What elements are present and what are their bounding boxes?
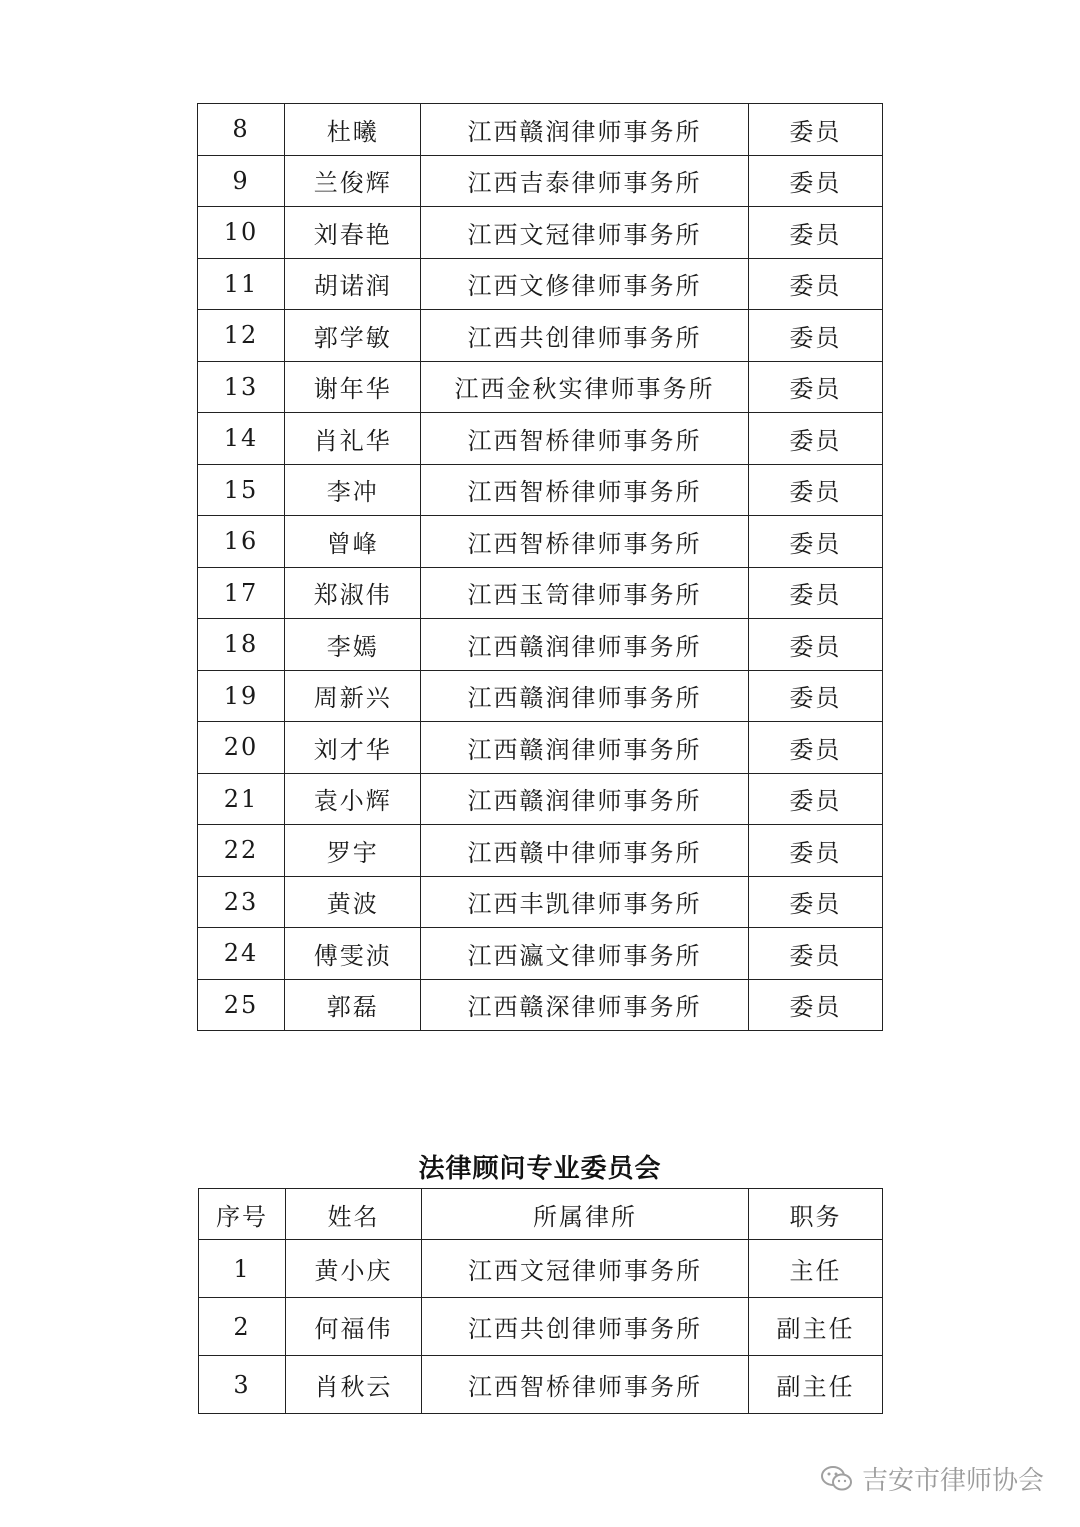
cell-role: 委员 xyxy=(748,310,882,362)
cell-no: 11 xyxy=(198,258,285,310)
cell-role: 委员 xyxy=(748,104,882,156)
header-firm: 所属律所 xyxy=(422,1189,749,1240)
cell-no: 9 xyxy=(198,155,285,207)
cell-no: 12 xyxy=(198,310,285,362)
cell-no: 16 xyxy=(198,516,285,568)
cell-name: 刘春艳 xyxy=(285,207,421,259)
cell-role: 主任 xyxy=(749,1240,883,1298)
cell-role: 委员 xyxy=(748,825,882,877)
cell-name: 刘才华 xyxy=(285,722,421,774)
table-row xyxy=(198,464,883,516)
cell-role: 委员 xyxy=(748,361,882,413)
cell-no: 25 xyxy=(198,979,285,1031)
cell-name: 李冲 xyxy=(285,464,421,516)
cell-firm: 江西智桥律师事务所 xyxy=(421,413,748,465)
cell-firm: 江西智桥律师事务所 xyxy=(421,464,748,516)
cell-name: 傅雯浈 xyxy=(285,928,421,980)
cell-role: 委员 xyxy=(748,670,882,722)
cell-firm: 江西文冠律师事务所 xyxy=(422,1240,749,1298)
table-row xyxy=(198,413,883,465)
table-row xyxy=(198,825,883,877)
cell-name: 何福伟 xyxy=(286,1298,422,1356)
cell-role: 副主任 xyxy=(749,1356,883,1414)
cell-name: 曾峰 xyxy=(285,516,421,568)
table-row xyxy=(198,361,883,413)
table-row xyxy=(198,207,883,259)
cell-firm: 江西赣润律师事务所 xyxy=(421,104,748,156)
cell-firm: 江西共创律师事务所 xyxy=(422,1298,749,1356)
cell-name: 肖礼华 xyxy=(285,413,421,465)
table-row xyxy=(198,722,883,774)
committee-members-table-continued xyxy=(197,103,883,1031)
cell-no: 21 xyxy=(198,773,285,825)
cell-no: 8 xyxy=(198,104,285,156)
watermark-text: 吉安市律师协会 xyxy=(861,1466,1044,1496)
cell-firm: 江西赣中律师事务所 xyxy=(421,825,748,877)
cell-firm: 江西玉笥律师事务所 xyxy=(421,567,748,619)
cell-no: 1 xyxy=(199,1240,286,1298)
cell-no: 2 xyxy=(199,1298,286,1356)
table-row xyxy=(198,876,883,928)
table-row xyxy=(198,670,883,722)
wechat-icon xyxy=(820,1464,854,1494)
cell-no: 13 xyxy=(198,361,285,413)
cell-no: 20 xyxy=(198,722,285,774)
cell-role: 委员 xyxy=(748,773,882,825)
cell-name: 兰俊辉 xyxy=(285,155,421,207)
table-row xyxy=(198,567,883,619)
table-row xyxy=(199,1356,883,1414)
cell-role: 委员 xyxy=(748,619,882,671)
cell-name: 杜曦 xyxy=(285,104,421,156)
table-row xyxy=(199,1298,883,1356)
cell-no: 22 xyxy=(198,825,285,877)
section-title: 法律顾问专业委员会 xyxy=(418,1154,662,1184)
watermark xyxy=(820,1460,1044,1497)
cell-name: 郭学敏 xyxy=(285,310,421,362)
cell-no: 19 xyxy=(198,670,285,722)
cell-no: 10 xyxy=(198,207,285,259)
cell-name: 黄小庆 xyxy=(286,1240,422,1298)
cell-name: 罗宇 xyxy=(285,825,421,877)
table-row xyxy=(198,155,883,207)
table-row xyxy=(198,516,883,568)
cell-role: 副主任 xyxy=(749,1298,883,1356)
cell-name: 周新兴 xyxy=(285,670,421,722)
cell-name: 郑淑伟 xyxy=(285,567,421,619)
cell-firm: 江西共创律师事务所 xyxy=(421,310,748,362)
cell-firm: 江西赣润律师事务所 xyxy=(421,722,748,774)
table-row xyxy=(198,104,883,156)
cell-no: 14 xyxy=(198,413,285,465)
cell-role: 委员 xyxy=(748,516,882,568)
cell-firm: 江西赣深律师事务所 xyxy=(421,979,748,1031)
cell-name: 肖秋云 xyxy=(286,1356,422,1414)
cell-role: 委员 xyxy=(748,722,882,774)
cell-name: 胡诺润 xyxy=(285,258,421,310)
cell-firm: 江西赣润律师事务所 xyxy=(421,773,748,825)
cell-role: 委员 xyxy=(748,876,882,928)
legal-advisor-committee-table xyxy=(198,1188,883,1414)
cell-role: 委员 xyxy=(748,258,882,310)
cell-no: 15 xyxy=(198,464,285,516)
cell-firm: 江西赣润律师事务所 xyxy=(421,670,748,722)
cell-firm: 江西赣润律师事务所 xyxy=(421,619,748,671)
table-header-row xyxy=(199,1189,883,1240)
cell-name: 黄波 xyxy=(285,876,421,928)
cell-name: 郭磊 xyxy=(285,979,421,1031)
cell-no: 24 xyxy=(198,928,285,980)
header-name: 姓名 xyxy=(286,1189,422,1240)
cell-role: 委员 xyxy=(748,928,882,980)
header-no: 序号 xyxy=(199,1189,286,1240)
cell-firm: 江西智桥律师事务所 xyxy=(421,516,748,568)
table-row xyxy=(198,773,883,825)
cell-firm: 江西瀛文律师事务所 xyxy=(421,928,748,980)
cell-firm: 江西金秋实律师事务所 xyxy=(421,361,748,413)
cell-no: 17 xyxy=(198,567,285,619)
cell-role: 委员 xyxy=(748,567,882,619)
cell-no: 3 xyxy=(199,1356,286,1414)
table-row xyxy=(198,258,883,310)
table-row xyxy=(198,619,883,671)
cell-firm: 江西文冠律师事务所 xyxy=(421,207,748,259)
cell-no: 23 xyxy=(198,876,285,928)
cell-role: 委员 xyxy=(748,464,882,516)
cell-firm: 江西吉泰律师事务所 xyxy=(421,155,748,207)
table-row xyxy=(198,979,883,1031)
table-row xyxy=(199,1240,883,1298)
cell-name: 袁小辉 xyxy=(285,773,421,825)
cell-firm: 江西智桥律师事务所 xyxy=(422,1356,749,1414)
cell-role: 委员 xyxy=(748,207,882,259)
cell-role: 委员 xyxy=(748,413,882,465)
header-role: 职务 xyxy=(749,1189,883,1240)
cell-role: 委员 xyxy=(748,979,882,1031)
cell-firm: 江西文修律师事务所 xyxy=(421,258,748,310)
cell-no: 18 xyxy=(198,619,285,671)
table-row xyxy=(198,928,883,980)
cell-name: 谢年华 xyxy=(285,361,421,413)
cell-role: 委员 xyxy=(748,155,882,207)
cell-firm: 江西丰凯律师事务所 xyxy=(421,876,748,928)
cell-name: 李嫣 xyxy=(285,619,421,671)
table-row xyxy=(198,310,883,362)
